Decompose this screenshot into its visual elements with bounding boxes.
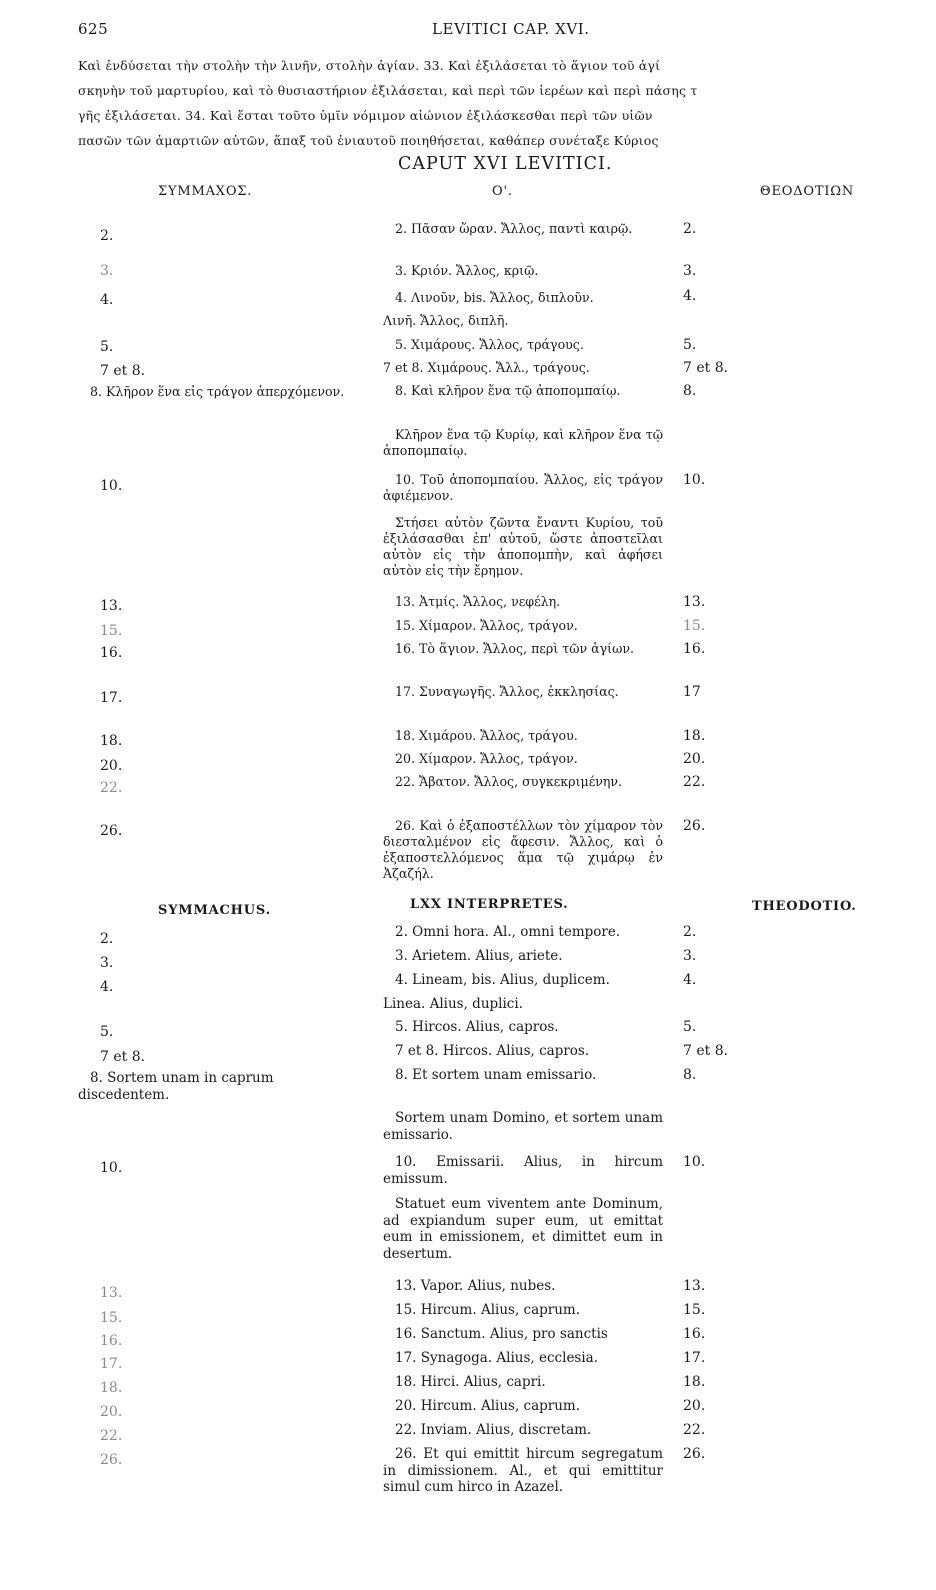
verse-number: 15.: [683, 618, 706, 634]
chapter-title: CAPUT XVI LEVITICI.: [398, 154, 613, 174]
header-theodotion-greek: ΘΕΟΔΟΤΙΩΝ: [760, 184, 855, 199]
verse-number: 4.: [100, 292, 114, 308]
verse-number: 17.: [683, 1350, 706, 1366]
septuagint-latin-entry: Sortem unam Domino, et sortem unam emissario.: [383, 1110, 663, 1143]
intro-line: Καὶ ἐνδύσεται τὴν στολὴν τὴν λινῆν, στολὴν ἁγίαν. 33. Καὶ ἐξιλάσεται τὸ ἅγιον τοῦ ἁγί: [78, 58, 661, 73]
verse-number: 13.: [100, 598, 123, 614]
septuagint-greek-entry: Κλῆρον ἕνα τῷ Κυρίῳ, καὶ κλῆρον ἕνα τῷ ἀποπομπαίῳ.: [383, 427, 663, 458]
septuagint-greek-entry: Λινῆ. Ἄλλος, διπλῆ.: [383, 313, 509, 328]
septuagint-greek-entry: 26. Καὶ ὁ ἐξαποστέλλων τὸν χίμαρον τὸν διεσταλμένον εἰς ἄφεσιν. Ἄλλος, καὶ ὁ ἐξαποστελλόμενος ἅμα τῷ χιμάρῳ ἐν Ἀζαζήλ.: [383, 818, 663, 881]
septuagint-greek-entry: 13. Ἀτμίς. Ἄλλος, νεφέλη.: [395, 594, 561, 609]
verse-number: 7 et 8.: [683, 1043, 729, 1059]
verse-number: 20.: [100, 758, 123, 774]
verse-number: 13.: [100, 1285, 123, 1301]
verse-number: 20.: [683, 1398, 706, 1414]
verse-number: 16.: [100, 1333, 123, 1349]
verse-number: 8.: [683, 1067, 697, 1083]
verse-number: 15.: [100, 1310, 123, 1326]
septuagint-latin-entry: 13. Vapor. Alius, nubes.: [395, 1278, 556, 1294]
verse-number: 10.: [100, 1160, 123, 1176]
verse-number: 2.: [100, 931, 114, 947]
verse-number: 17.: [100, 690, 123, 706]
septuagint-latin-entry: 15. Hircum. Alius, caprum.: [395, 1302, 581, 1318]
septuagint-latin-entry: 17. Synagoga. Alius, ecclesia.: [395, 1350, 599, 1366]
septuagint-latin-entry: 16. Sanctum. Alius, pro sanctis: [395, 1326, 608, 1342]
verse-number: 18.: [100, 733, 123, 749]
septuagint-latin-entry: 5. Hircos. Alius, capros.: [395, 1019, 559, 1035]
verse-number: 10.: [100, 478, 123, 494]
septuagint-greek-entry: 8. Καὶ κλῆρον ἕνα τῷ ἀποπομπαίῳ.: [395, 383, 621, 398]
verse-number: 26.: [683, 1446, 706, 1462]
verse-number: 15.: [683, 1302, 706, 1318]
verse-number: 7 et 8.: [100, 1049, 146, 1065]
septuagint-latin-entry: 18. Hirci. Alius, capri.: [395, 1374, 546, 1390]
verse-number: 5.: [683, 337, 697, 353]
verse-number: 3.: [683, 263, 697, 279]
septuagint-latin-entry: 8. Et sortem unam emissario.: [395, 1067, 597, 1083]
verse-number: 17: [683, 684, 701, 700]
septuagint-latin-entry: 22. Inviam. Alius, discretam.: [395, 1422, 592, 1438]
septuagint-latin-entry: 26. Et qui emittit hircum segregatum in dimissionem. Al., et qui emittitur simul cum hirco in Azazel.: [383, 1446, 663, 1495]
header-theodotion-latin: THEODOTIO.: [752, 899, 857, 914]
verse-number: 13.: [683, 1278, 706, 1294]
verse-number: 7 et 8.: [683, 360, 729, 376]
septuagint-latin-entry: Linea. Alius, duplici.: [383, 996, 523, 1012]
septuagint-latin-entry: 2. Omni hora. Al., omni tempore.: [395, 924, 621, 940]
septuagint-greek-entry: 3. Κριόν. Ἄλλος, κριῷ.: [395, 263, 539, 278]
septuagint-greek-entry: 22. Ἄβατον. Ἄλλος, συγκεκριμένην.: [395, 774, 623, 789]
page-number: 625: [78, 20, 109, 38]
verse-number: 16.: [683, 1326, 706, 1342]
verse-number: 22.: [100, 780, 123, 796]
septuagint-greek-entry: 2. Πᾶσαν ὥραν. Ἄλλος, παντὶ καιρῷ.: [395, 221, 633, 236]
septuagint-greek-entry: Στήσει αὐτὸν ζῶντα ἔναντι Κυρίου, τοῦ ἐξιλάσασθαι ἐπ' αὐτοῦ, ὥστε ἀποστεῖλαι αὐτὸν εἰς τὴν ἀποπομπὴν, καὶ ἀφήσει αὐτὸν εἰς τὴν ἔρημον.: [383, 515, 663, 578]
verse-number: 5.: [100, 1024, 114, 1040]
verse-number: 10.: [683, 1154, 706, 1170]
septuagint-greek-entry: 17. Συναγωγῆς. Ἄλλος, ἐκκλησίας.: [395, 684, 619, 699]
verse-number: 2.: [683, 221, 697, 237]
verse-number: 20.: [100, 1404, 123, 1420]
septuagint-latin-entry: 3. Arietem. Alius, ariete.: [395, 948, 563, 964]
verse-number: 22.: [683, 1422, 706, 1438]
septuagint-greek-entry: 20. Χίμαρον. Ἄλλος, τράγον.: [395, 751, 578, 766]
septuagint-latin-entry: 20. Hircum. Alius, caprum.: [395, 1398, 581, 1414]
intro-line: γῆς ἐξιλάσεται. 34. Καὶ ἔσται τοῦτο ὑμῖν νόμιμον αἰώνιον ἐξιλάσκεσθαι περὶ τῶν υἱῶν: [78, 108, 653, 123]
running-title: LEVITICI CAP. XVI.: [432, 20, 590, 38]
septuagint-greek-entry: 5. Χιμάρους. Ἄλλος, τράγους.: [395, 337, 584, 352]
verse-number: 26.: [100, 1452, 123, 1468]
verse-number: 2.: [100, 228, 114, 244]
septuagint-latin-entry: 4. Lineam, bis. Alius, duplicem.: [395, 972, 610, 988]
septuagint-greek-entry: 15. Χίμαρον. Ἄλλος, τράγον.: [395, 618, 578, 633]
verse-number: 18.: [683, 1374, 706, 1390]
verse-number: 2.: [683, 924, 697, 940]
header-septuagint-greek: Ο'.: [492, 184, 513, 199]
verse-number: 26.: [683, 818, 706, 834]
intro-line: πασῶν τῶν ἁμαρτιῶν αὐτῶν, ἅπαξ τοῦ ἐνιαυτοῦ ποιηθήσεται, καθάπερ συνέταξε Κύριος: [78, 133, 659, 148]
septuagint-greek-entry: 10. Τοῦ ἀποπομπαίου. Ἄλλος, εἰς τράγον ἀφιέμενον.: [383, 472, 663, 503]
septuagint-latin-entry: Statuet eum viventem ante Dominum, ad expiandum super eum, ut emittat eum in emissionem, et dimittet eum in desertum.: [383, 1196, 663, 1262]
verse-number: 3.: [683, 948, 697, 964]
septuagint-greek-entry: 7 et 8. Χιμάρους. Ἄλλ., τράγους.: [383, 360, 590, 375]
septuagint-greek-entry: 16. Τὸ ἅγιον. Ἄλλος, περὶ τῶν ἁγίων.: [395, 641, 635, 656]
septuagint-greek-entry: 4. Λινοῦν, bis. Ἄλλος, διπλοῦν.: [395, 290, 594, 305]
septuagint-latin-entry: 10. Emissarii. Alius, in hircum emissum.: [383, 1154, 663, 1187]
verse-number: 10.: [683, 472, 706, 488]
verse-number: 4.: [683, 972, 697, 988]
header-septuagint-latin: LXX INTERPRETES.: [410, 897, 569, 912]
verse-number: 17.: [100, 1356, 123, 1372]
header-symmachus-greek: ΣΥΜΜΑΧΟΣ.: [158, 184, 253, 199]
verse-number: 18.: [683, 728, 706, 744]
header-symmachus-latin: SYMMACHUS.: [158, 903, 271, 918]
verse-number: 7 et 8.: [100, 363, 146, 379]
verse-number: 22.: [683, 774, 706, 790]
verse-number: 4.: [100, 979, 114, 995]
verse-number: 26.: [100, 823, 123, 839]
verse-number: 16.: [100, 645, 123, 661]
intro-line: σκηνὴν τοῦ μαρτυρίου, καὶ τὸ θυσιαστήριον ἐξιλάσεται, καὶ περὶ τῶν ἱερέων καὶ περὶ πάσης τ: [78, 83, 698, 98]
verse-number: 5.: [683, 1019, 697, 1035]
verse-number: 3.: [100, 263, 114, 279]
septuagint-greek-entry: 18. Χιμάρου. Ἄλλος, τράγου.: [395, 728, 578, 743]
verse-number: 16.: [683, 641, 706, 657]
verse-number: 4.: [683, 288, 697, 304]
verse-number: 3.: [100, 955, 114, 971]
symmachus-latin-entry: 8. Sortem unam in caprum discedentem.: [78, 1070, 274, 1103]
verse-number: 18.: [100, 1380, 123, 1396]
verse-number: 5.: [100, 339, 114, 355]
verse-number: 22.: [100, 1428, 123, 1444]
verse-number: 20.: [683, 751, 706, 767]
verse-number: 15.: [100, 623, 123, 639]
verse-number: 8.: [683, 383, 697, 399]
symmachus-greek-entry: 8. Κλῆρον ἕνα εἰς τράγον ἀπερχόμενον.: [90, 384, 345, 399]
septuagint-latin-entry: 7 et 8. Hircos. Alius, capros.: [395, 1043, 590, 1059]
verse-number: 13.: [683, 594, 706, 610]
